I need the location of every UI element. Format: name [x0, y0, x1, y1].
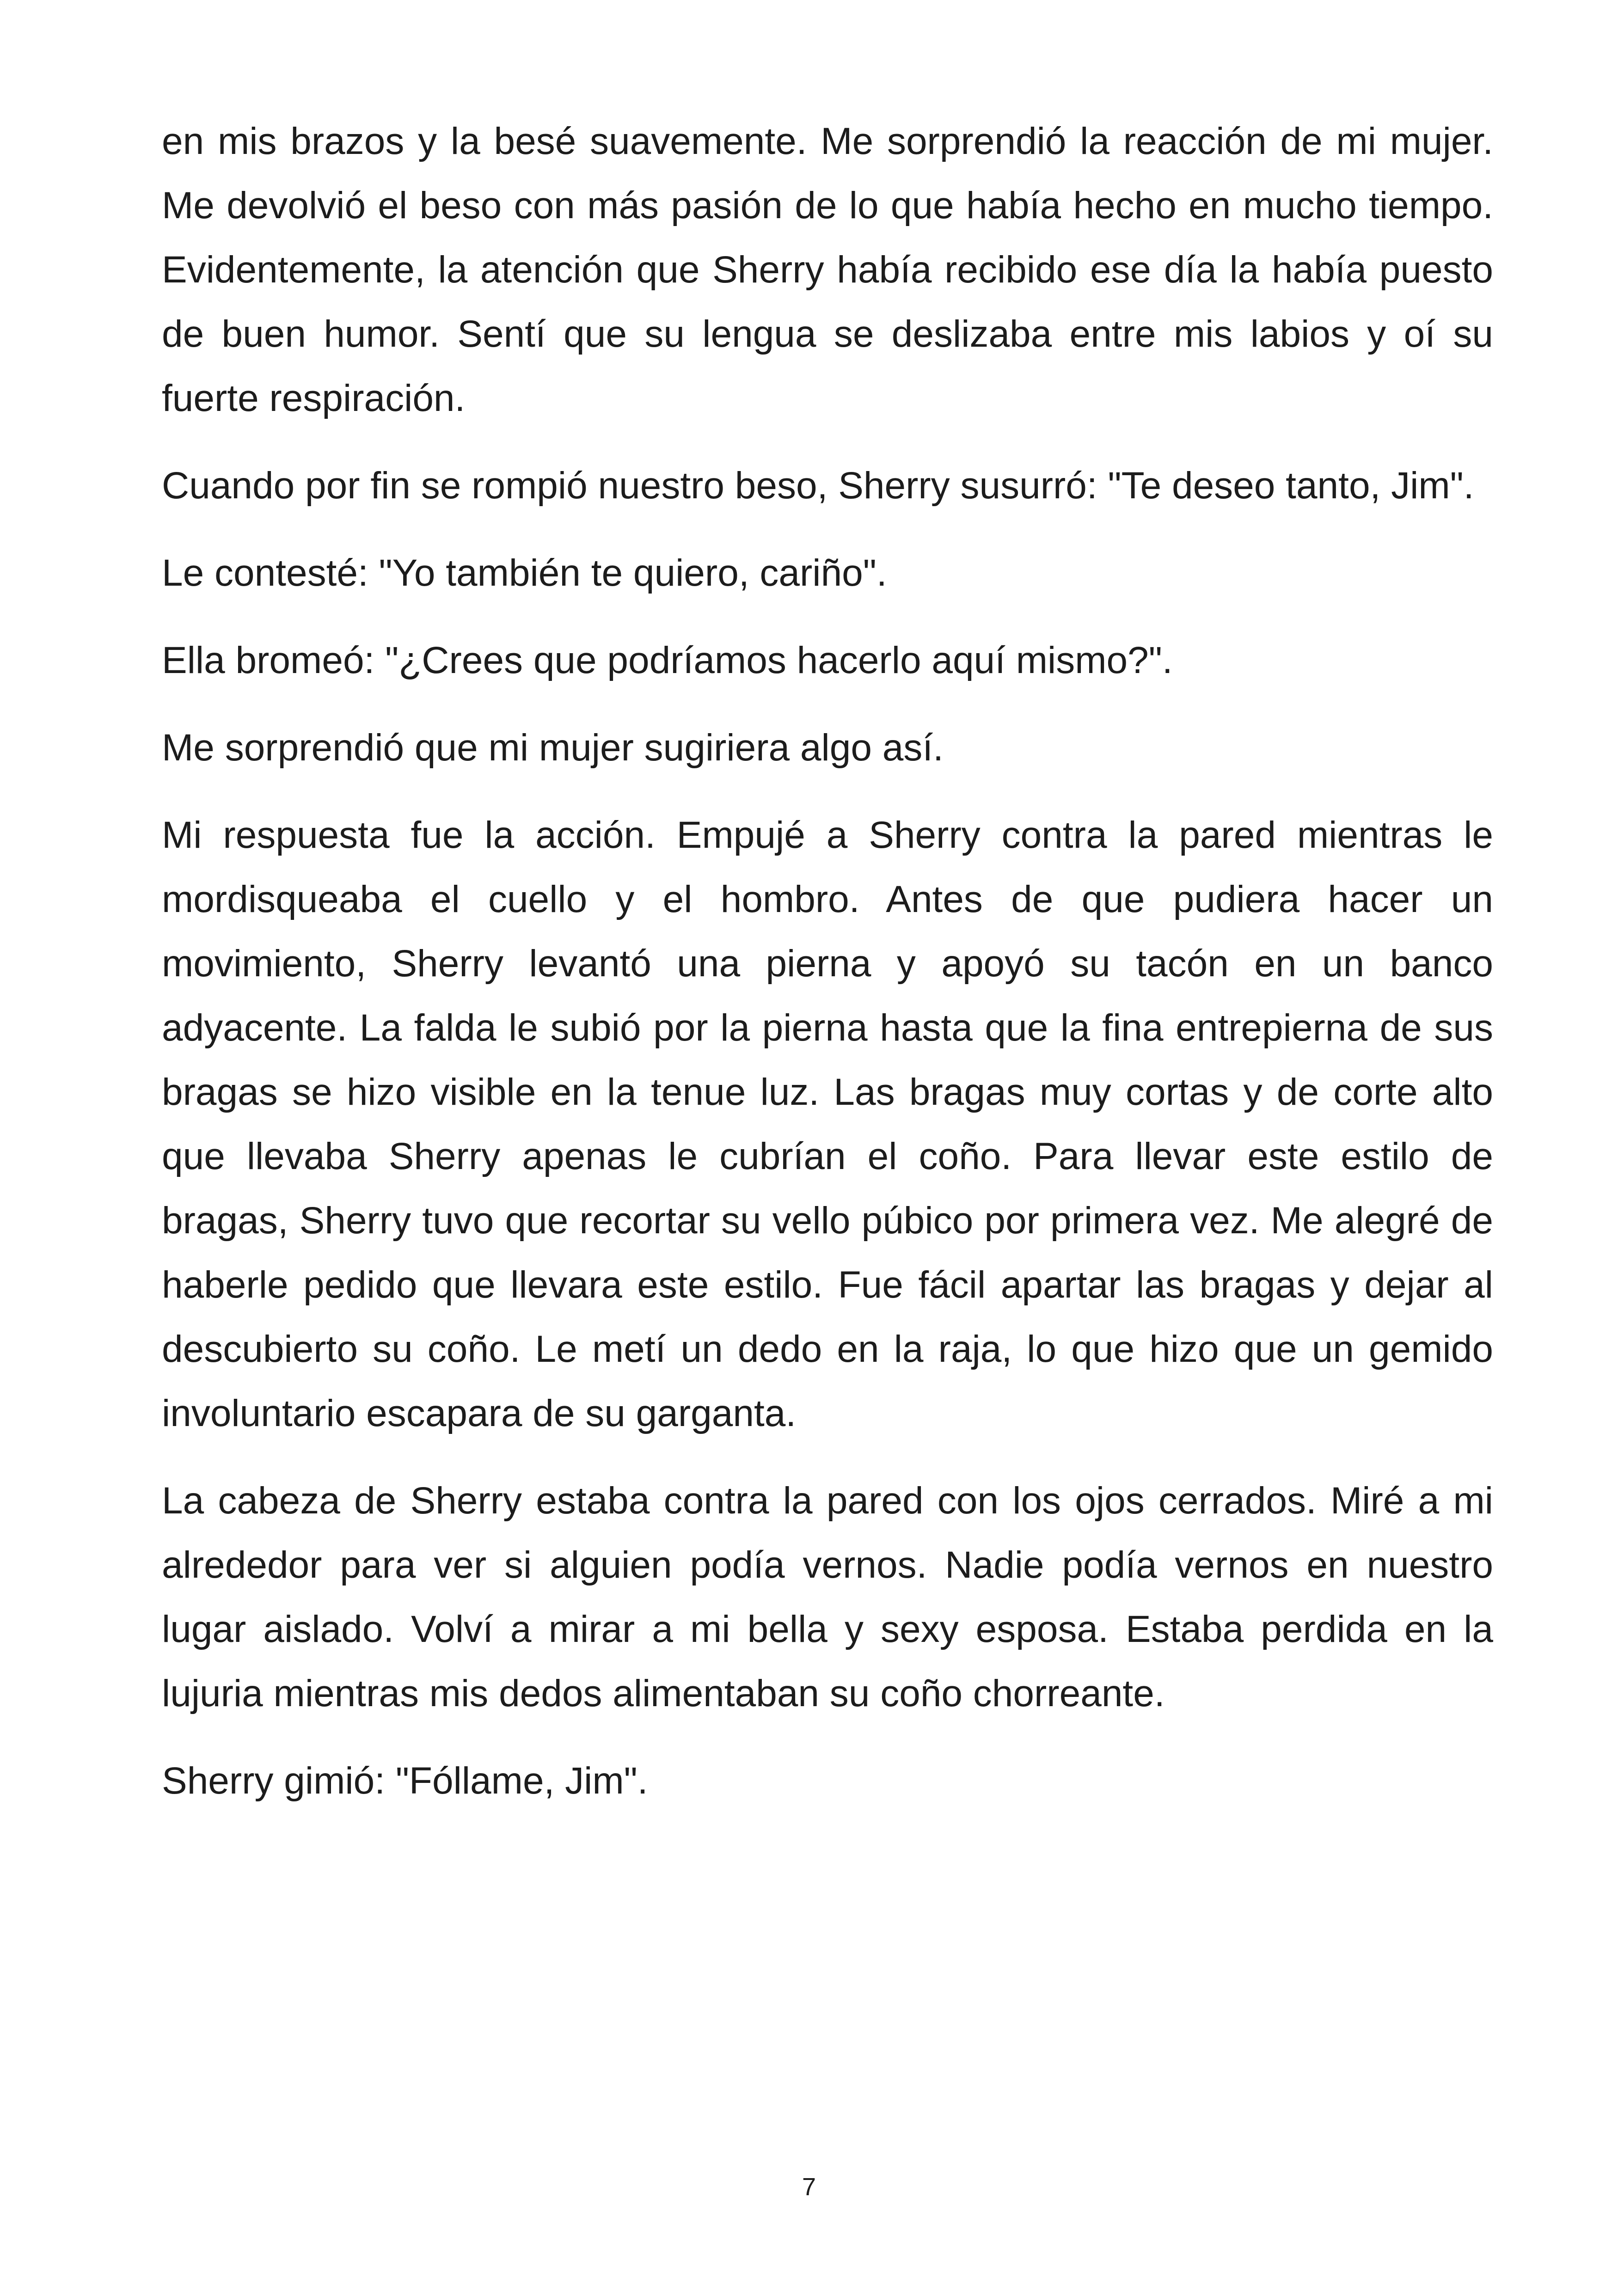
- paragraph-1: en mis brazos y la besé suavemente. Me sorprendió la reacción de mi mujer. Me devolvió el beso con más pasión de lo que había hecho en mucho tiempo. Evidentemente, la atención que Sherry había recibido ese día la había puesto de buen humor. Sentí que su lengua se deslizaba entre mis labios y oí su fuerte respiración.: [162, 120, 1493, 419]
- paragraph-5: Me sorprendió que mi mujer sugiriera algo así.: [162, 727, 944, 769]
- page-number: 7: [802, 2173, 816, 2201]
- page-body: [162, 109, 1493, 1836]
- paragraph-7: La cabeza de Sherry estaba contra la pared con los ojos cerrados. Miré a mi alrededor para ver si alguien podía vernos. Nadie podía vernos en nuestro lugar aislado. Volví a mirar a mi bella y sexy esposa. Estaba perdida en la lujuria mientras mis dedos alimentaban su coño chorreante.: [162, 1480, 1493, 1714]
- paragraph-6: Mi respuesta fue la acción. Empujé a Sherry contra la pared mientras le mordisqueaba el cuello y el hombro. Antes de que pudiera hacer un movimiento, Sherry levantó una pierna y apoyó su tacón en un banco adyacente. La falda le subió por la pierna hasta que la fina entrepierna de sus bragas se hizo visible en la tenue luz. Las bragas muy cortas y de corte alto que llevaba Sherry apenas le cubrían el coño. Para llevar este estilo de bragas, Sherry tuvo que recortar su vello púbico por primera vez. Me alegré de haberle pedido que llevara este estilo. Fue fácil apartar las bragas y dejar al descubierto su coño. Le metí un dedo en la raja, lo que hizo que un gemido involuntario escapara de su garganta.: [162, 814, 1493, 1434]
- paragraph-3: Le contesté: "Yo también te quiero, cariño".: [162, 552, 887, 594]
- paragraph-4: Ella bromeó: "¿Crees que podríamos hacerlo aquí mismo?".: [162, 639, 1173, 681]
- paragraph-8: Sherry gimió: "Fóllame, Jim".: [162, 1760, 648, 1802]
- paragraph-2: Cuando por fin se rompió nuestro beso, Sherry susurró: "Te deseo tanto, Jim".: [162, 465, 1474, 507]
